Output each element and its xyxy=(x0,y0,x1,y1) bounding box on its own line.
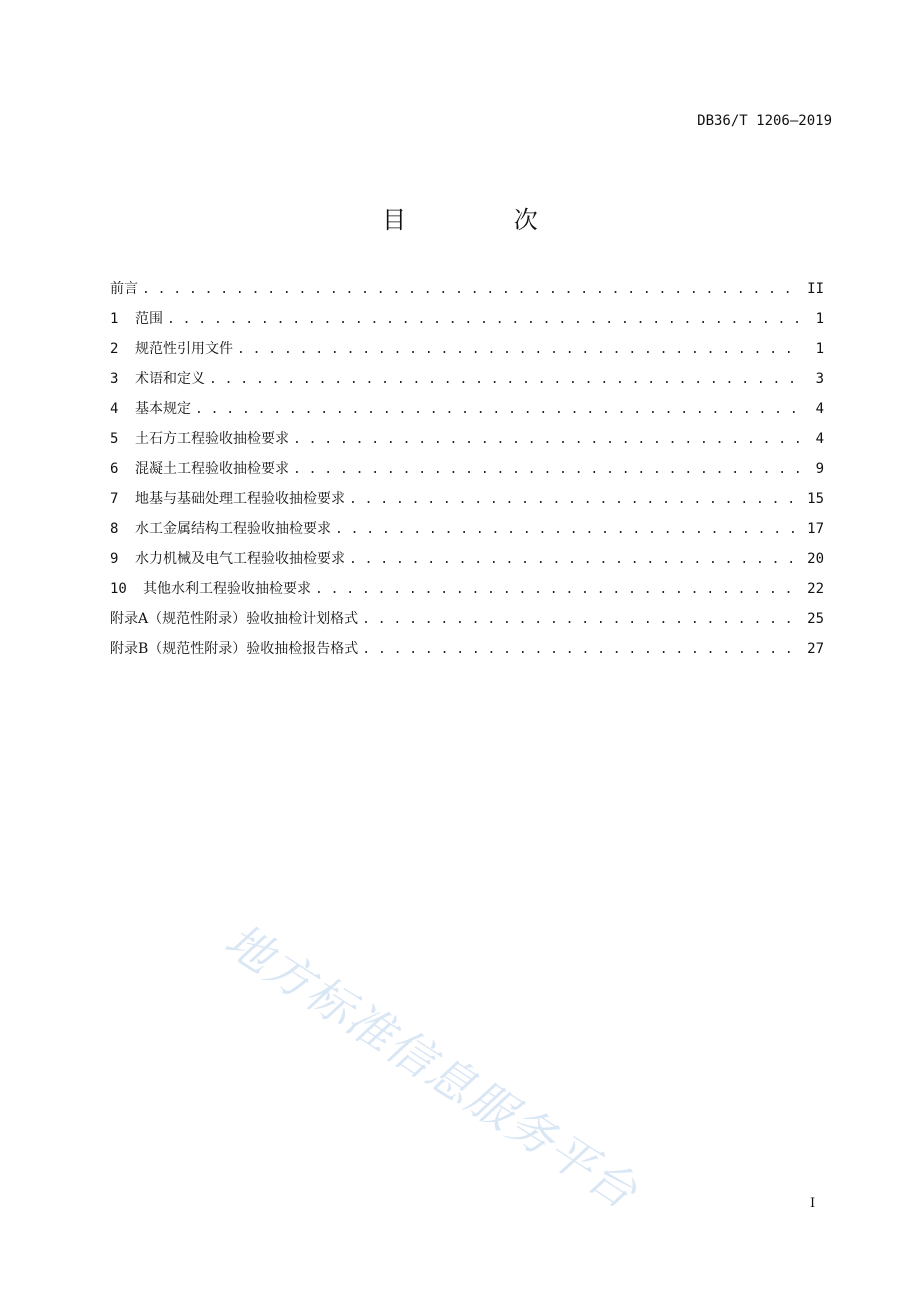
watermark: 地方标准信息服务平台 xyxy=(215,912,648,1220)
toc-entry-label: 附录B（规范性附录）验收抽检报告格式 xyxy=(110,641,359,657)
toc-leader-dots xyxy=(335,519,801,541)
toc-entry-label: 其他水利工程验收抽检要求 xyxy=(143,581,311,597)
toc-entry-label: 基本规定 xyxy=(135,401,191,417)
toc-entry-label: 前言 xyxy=(110,281,138,297)
toc-leader-dots xyxy=(293,429,802,451)
toc-leader-dots xyxy=(362,639,801,661)
toc-entry-6[interactable] xyxy=(110,458,824,488)
toc-entry-appendix-a[interactable] xyxy=(110,608,824,638)
page-number: I xyxy=(810,1196,816,1211)
toc-entry-page: 22 xyxy=(807,581,824,597)
toc-entry-page: 25 xyxy=(807,611,824,627)
toc-entry-label: 水工金属结构工程验收抽检要求 xyxy=(135,521,331,537)
toc-entry-page: 3 xyxy=(815,371,824,387)
toc-leader-dots xyxy=(195,399,802,421)
toc-entry-number: 10 xyxy=(110,581,127,597)
toc-entry-label: 水力机械及电气工程验收抽检要求 xyxy=(135,551,345,567)
toc-entry-label: 土石方工程验收抽检要求 xyxy=(135,431,289,447)
toc-entry-3[interactable] xyxy=(110,368,824,398)
toc-leader-dots xyxy=(362,609,801,631)
document-code: DB36/T 1206—2019 xyxy=(697,113,832,129)
toc-entry-page: 4 xyxy=(815,431,824,447)
toc-leader-dots xyxy=(209,369,802,391)
toc-entry-label: 地基与基础处理工程验收抽检要求 xyxy=(135,491,345,507)
toc-entry-page: 27 xyxy=(807,641,824,657)
page-title: 目 次 xyxy=(382,206,588,234)
toc-entry-page: 15 xyxy=(807,491,824,507)
toc-entry-number: 5 xyxy=(110,431,119,447)
toc-entry-page: 20 xyxy=(807,551,824,567)
toc-entry-number: 7 xyxy=(110,491,119,507)
toc-entry-number: 3 xyxy=(110,371,119,387)
toc-leader-dots xyxy=(142,279,801,301)
table-of-contents xyxy=(110,278,824,668)
toc-entry-appendix-b[interactable] xyxy=(110,638,824,668)
toc-entry-number: 6 xyxy=(110,461,119,477)
toc-leader-dots xyxy=(167,309,802,331)
toc-entry-page: 17 xyxy=(807,521,824,537)
toc-leader-dots xyxy=(349,549,801,571)
toc-leader-dots xyxy=(315,579,801,601)
toc-entry-10[interactable] xyxy=(110,578,824,608)
toc-entry-number: 4 xyxy=(110,401,119,417)
toc-entry-label: 附录A（规范性附录）验收抽检计划格式 xyxy=(110,611,359,627)
toc-entry-5[interactable] xyxy=(110,428,824,458)
toc-entry-1[interactable] xyxy=(110,308,824,338)
toc-entry-foreword[interactable] xyxy=(110,278,824,308)
toc-entry-page: II xyxy=(807,281,824,297)
toc-entry-number: 9 xyxy=(110,551,119,567)
toc-entry-number: 2 xyxy=(110,341,119,357)
toc-entry-page: 1 xyxy=(815,311,824,327)
toc-entry-label: 范围 xyxy=(135,311,163,327)
toc-entry-number: 1 xyxy=(110,311,119,327)
toc-entry-label: 混凝土工程验收抽检要求 xyxy=(135,461,289,477)
toc-entry-2[interactable] xyxy=(110,338,824,368)
toc-leader-dots xyxy=(237,339,802,361)
toc-leader-dots xyxy=(293,459,802,481)
toc-entry-page: 1 xyxy=(815,341,824,357)
toc-leader-dots xyxy=(349,489,801,511)
toc-entry-label: 术语和定义 xyxy=(135,371,205,387)
toc-entry-number: 8 xyxy=(110,521,119,537)
toc-entry-7[interactable] xyxy=(110,488,824,518)
toc-entry-4[interactable] xyxy=(110,398,824,428)
toc-entry-9[interactable] xyxy=(110,548,824,578)
toc-entry-page: 4 xyxy=(815,401,824,417)
toc-entry-label: 规范性引用文件 xyxy=(135,341,233,357)
toc-entry-8[interactable] xyxy=(110,518,824,548)
toc-entry-page: 9 xyxy=(815,461,824,477)
